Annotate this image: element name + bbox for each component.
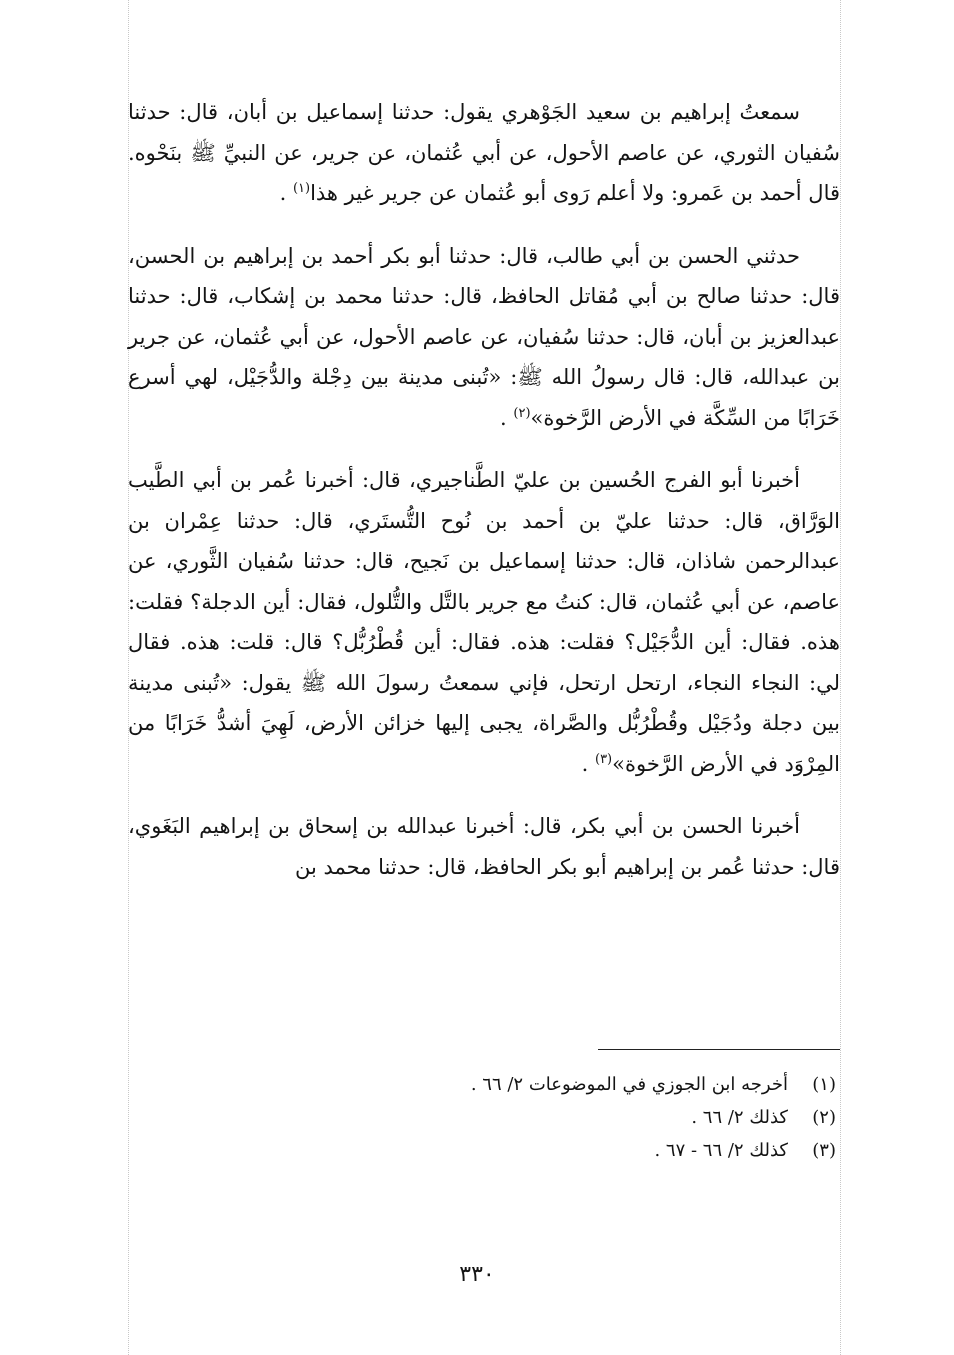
paragraph-4	[128, 806, 840, 887]
footnote-reference-1[interactable]: (١)	[292, 181, 311, 196]
footnote-number: (١)	[812, 1074, 836, 1095]
paragraph-tail: .	[500, 405, 514, 430]
margin-guide-right	[840, 0, 841, 1355]
paragraph-tail: .	[581, 751, 595, 776]
footnote-1	[236, 1068, 836, 1101]
footnotes	[236, 1068, 836, 1167]
paragraph-text: سمعتُ إبراهيم بن سعيد الجَوْهري يقول: حدثنا إسماعيل بن أبان، قال: حدثنا سُفيان الثوري، عن عاصم الأحول، عن أبي عُثمان، عن جرير، عن النبيِّ ﷺ بنَحْوه. قال أحمد بن عَمرو: ولا أعلم رَوى أبو عُثمان عن جرير غير هذا	[128, 100, 840, 205]
paragraph-3	[128, 460, 840, 784]
footnote-text: كذلك ٢/ ٦٦ - ٦٧ .	[654, 1140, 788, 1161]
footnote-3	[236, 1134, 836, 1167]
footnote-reference-3[interactable]: (٣)	[594, 751, 613, 767]
footnote-text: كذلك ٢/ ٦٦ .	[691, 1107, 788, 1128]
footnote-text: أخرجه ابن الجوزي في الموضوعات ٢/ ٦٦ .	[470, 1074, 788, 1095]
footnote-2	[236, 1101, 836, 1134]
paragraph-text: أخبرنا أبو الفرج الحُسين بن عليّ الطَّناجيري، قال: أخبرنا عُمر بن أبي الطَّيب الوَرَّاق، قال: حدثنا عليّ بن أحمد بن نُوح التُّستَري، قال: حدثنا عِمْران بن عبدالرحمن شاذان، قال: حدثنا إسماعيل بن نَجيح، قال: حدثنا سُفيان الثَّوري، عن عاصم، عن أبي عُثمان، قال: كنتُ مع جرير بالتَّل والتُّلول، فقال: أين الدجلة؟ فقلت: هذه. فقال: أين الدُّجَيْل؟ فقلت: هذه. فقال: أين قُطْرُبُّل؟ قال: قلت: هذه. فقال لي: النجاء النجاء، ارتحل ارتحل، فإني سمعتُ رسولَ الله ﷺ يقول: «تُبنى مدينة بين دجلة ودُجَيْل وقُطْرُبُّل والصَّراة، يجبى إليها خزائن الأرض، لَهِيَ أشدُّ خَرَابًا من المِرْوَد في الأرض الرَّخوة»	[128, 468, 840, 776]
paragraph-text: أخبرنا الحسن بن أبي بكر، قال: أخبرنا عبدالله بن إسحاق بن إبراهيم البَغَوي، قال: حدثنا عُمر بن إبراهيم أبو بكر الحافظ، قال: حدثنا محمد بن	[128, 814, 840, 879]
paragraph-2	[128, 236, 840, 439]
footnote-separator	[598, 1049, 840, 1050]
page-number: ٣٣٠	[459, 1262, 495, 1287]
footnote-number: (٣)	[812, 1140, 836, 1161]
footnote-reference-2[interactable]: (٢)	[513, 405, 531, 421]
footnote-number: (٢)	[812, 1107, 836, 1128]
paragraph-tail: .	[279, 181, 293, 205]
main-text-block	[128, 92, 840, 887]
paragraph-text: حدثني الحسن بن أبي طالب، قال: حدثنا أبو بكر أحمد بن إبراهيم بن الحسن، قال: حدثنا صالح بن أبي مُقاتل الحافظ، قال: حدثنا محمد بن إشكاب، قال: حدثنا عبدالعزيز بن أبان، قال: حدثنا سُفيان، عن عاصم الأحول، عن أبي عُثمان، عن جرير بن عبدالله، قال: قال رسولُ الله ﷺ: «تُبنى مدينة بين دِجْلة والدُّجَيْل، لهي أسرع خَرَابًا من السِّكَّة في الأرض الرَّخوة»	[128, 243, 840, 430]
paragraph-1	[128, 92, 840, 214]
